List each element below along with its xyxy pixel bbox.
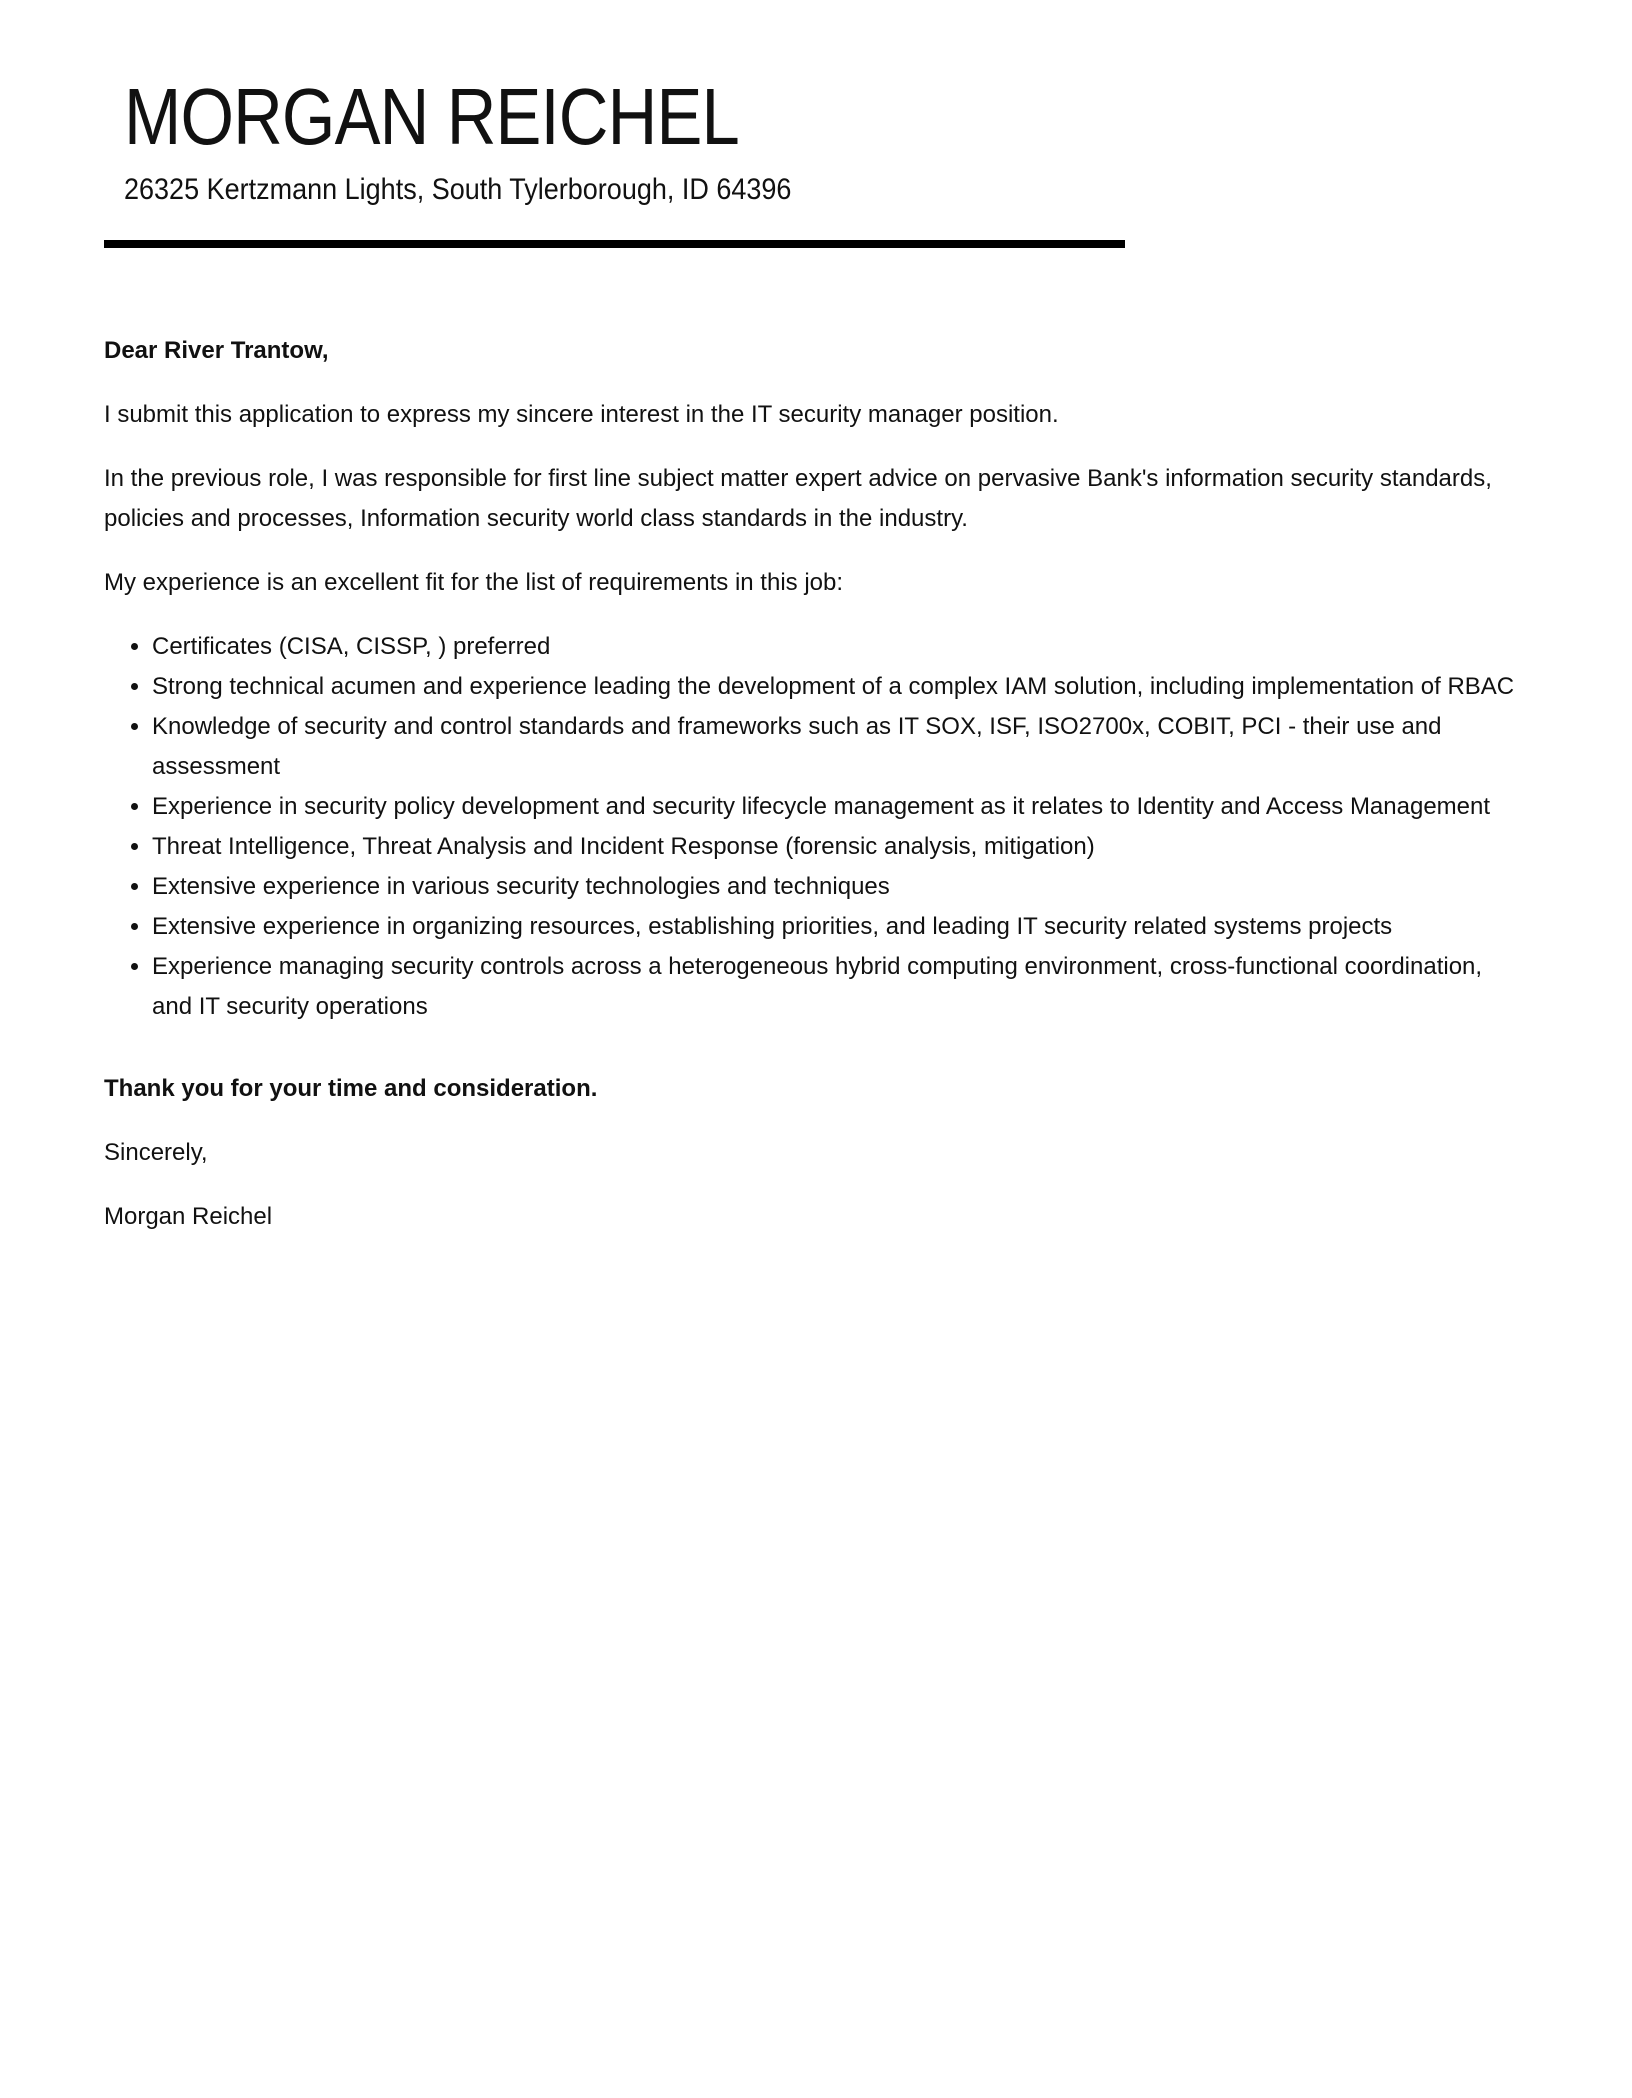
requirements-list: [104, 627, 1524, 1027]
list-item: • Experience managing security controls across a heterogeneous hybrid computing environment, cross-functional coordination, and IT security operations: [152, 947, 1524, 1027]
list-item: • Knowledge of security and control standards and frameworks such as IT SOX, ISF, ISO2700x, COBIT, PCI - their use and assessment: [152, 707, 1524, 787]
letter-body: [104, 331, 1524, 1261]
closing: Sincerely,: [104, 1139, 208, 1166]
applicant-address: 26325 Kertzmann Lights, South Tylerborough, ID 64396: [124, 173, 792, 206]
list-item: • Strong technical acumen and experience leading the development of a complex IAM solution, including implementation of RBAC: [152, 667, 1524, 707]
list-item: • Certificates (CISA, CISSP, ) preferred: [152, 627, 1524, 667]
paragraph: I submit this application to express my sincere interest in the IT security manager position.: [104, 401, 1059, 428]
list-item: • Experience in security policy development and security lifecycle management as it relates to Identity and Access Management: [152, 787, 1524, 827]
applicant-name: MORGAN REICHEL: [124, 72, 739, 161]
header-divider: [104, 240, 1125, 248]
list-item: • Extensive experience in various security technologies and techniques: [152, 867, 1524, 907]
paragraph: In the previous role, I was responsible for first line subject matter expert advice on pervasive Bank's information security standards, policies and processes, Information security world class standards in the industry.: [104, 465, 1492, 532]
list-item: • Extensive experience in organizing resources, establishing priorities, and leading IT security related systems projects: [152, 907, 1524, 947]
list-item: • Threat Intelligence, Threat Analysis and Incident Response (forensic analysis, mitigation): [152, 827, 1524, 867]
signature: Morgan Reichel: [104, 1203, 273, 1230]
paragraph: My experience is an excellent fit for the list of requirements in this job:: [104, 569, 844, 596]
salutation: Dear River Trantow,: [104, 337, 329, 364]
thanks-line: Thank you for your time and consideration.: [104, 1075, 598, 1102]
